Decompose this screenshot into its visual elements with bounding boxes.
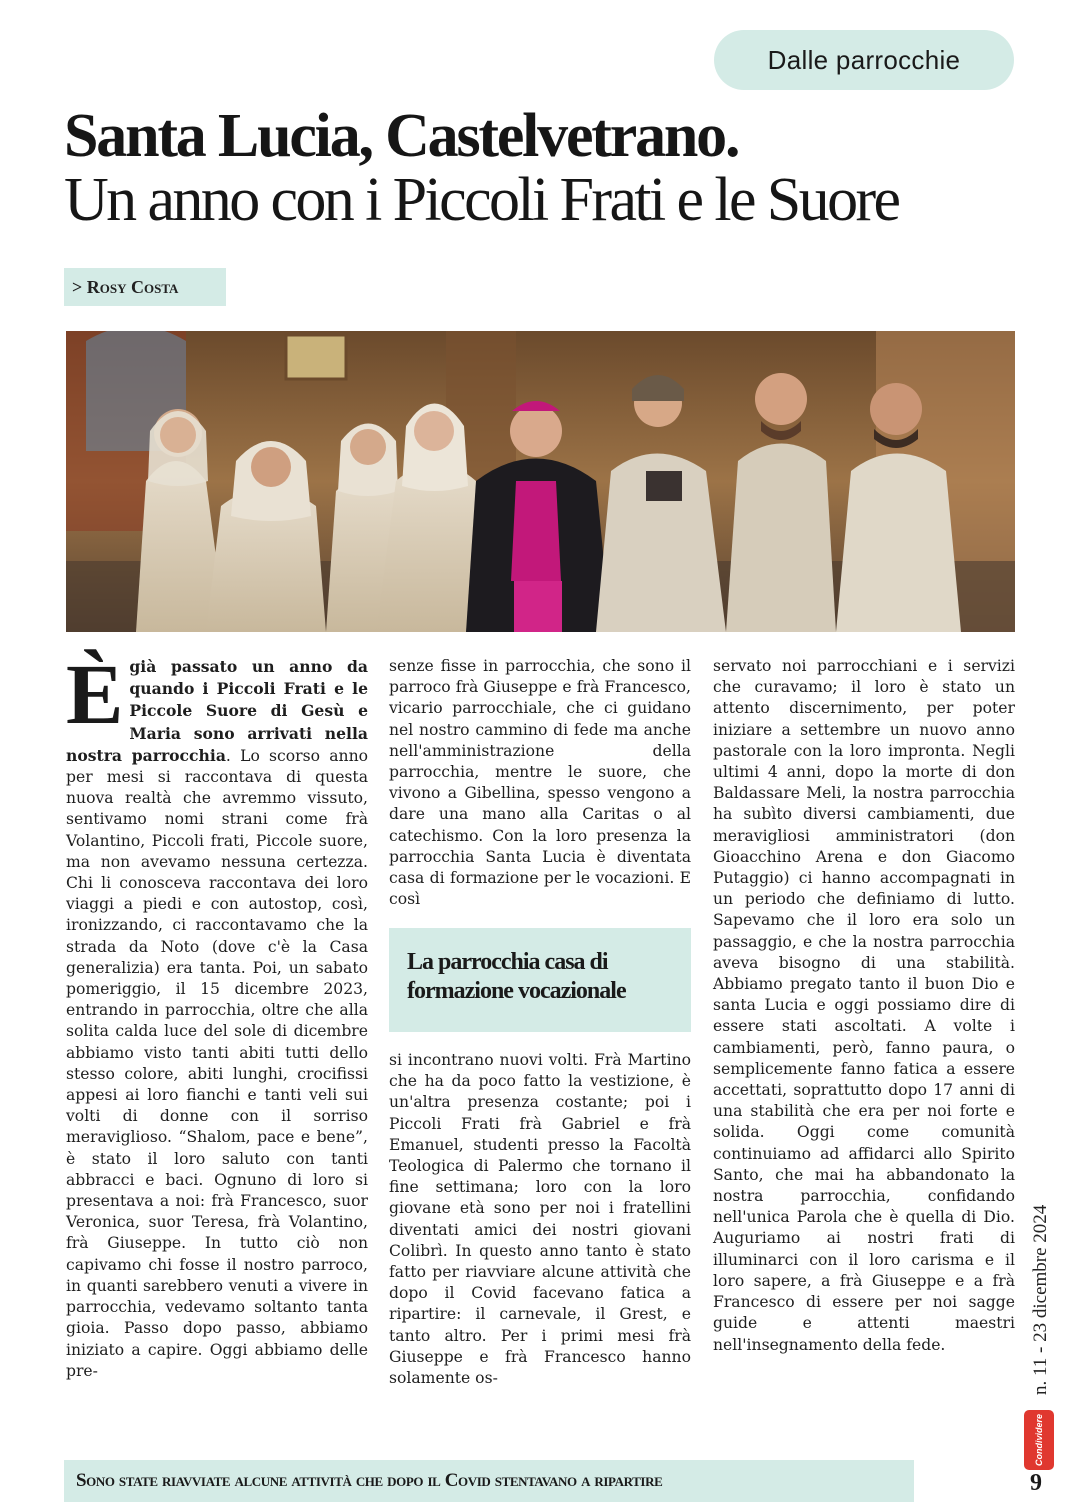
headline-line1: Santa Lucia, Castelvetrano. xyxy=(64,102,739,170)
article-column-3 xyxy=(713,656,1015,1356)
group-photo xyxy=(66,331,1015,632)
article-body-col2-top: senze fisse in parrocchia, che sono il parroco frà Giuseppe e frà Francesco, vicario parrocchiale, che ci guidano nel nostro cammino di fede ma anche nell'amministrazione della parrocchia, mentre le suore, che vivono a Gibellina, spesso vengono a dare una mano alla Caritas o al catechismo. Con la loro presenza la parrocchia Santa Lucia è diventata casa di formazione per le vocazioni. E così xyxy=(389,657,691,909)
headline xyxy=(64,104,1024,232)
page-number: 9 xyxy=(1030,1470,1042,1496)
magazine-logo xyxy=(1024,1410,1054,1470)
article-column-2-bottom xyxy=(389,1050,691,1389)
issue-date-vertical: n. 11 - 23 dicembre 2024 xyxy=(1030,1204,1051,1395)
article-body-col1: . Lo scorso anno per mesi si raccontava di questa nuova realtà che avremmo vissuto, sentivamo nomi strani come frà Volantino, Piccoli frati, Piccole suore, ma non avevamo nessuna certezza. Chi li conosceva raccontava dei loro viaggi a piedi e con autostop, così, ironizzando, ci raccontavamo che la strada da Noto (dove c'è la Casa generalizia) era tanta. Poi, un sabato pomeriggio, il 15 dicembre 2023, entrando in parrocchia, oltre che alla solita calda luce del sole di dicembre abbiamo visto tanti abiti tutti dello stesso colore, abiti lunghi, crocifissi appesi ai loro fianchi e tanti veli sui volti di donne con il sorriso meraviglioso. “Shalom, pace e bene”, è stato il loro saluto con tanti abbracci e baci. Ognuno di loro si presentava a noi: frà Francesco, suor Veronica, suor Teresa, frà Volantino, frà Giuseppe. In tutto ciò non capivamo chi fosse il nostro parroco, in quanti sarebbero venuti a vivere in parrocchia, vedevamo soltanto tanta gioia. Passo dopo passo, abbiamo iniziato a capire. Oggi abbiamo delle pre- xyxy=(66,746,368,1380)
article-column-2-top xyxy=(389,656,691,910)
article-lead: già passato un anno da quando i Piccoli Frati e le Piccole Suore di Gesù e Maria sono arrivati nella nostra parrocchia xyxy=(66,657,368,765)
headline-line2: Un anno con i Piccoli Frati e le Suore xyxy=(64,166,899,234)
article-column-1 xyxy=(66,646,368,1382)
article-body-col3: servato noi parrocchiani e i servizi che curavamo; il loro è stato un attento discernimento, per poter iniziare a settembre un nuovo anno pastorale con la loro impronta. Negli ultimi 4 anni, dopo la morte di don Baldassare Meli, la nostra parrocchia ha subìto diversi cambiamenti, due meravigliosi amministratori (don Gioacchino Arena e don Giacomo Putaggio) ci hanno accompagnati in un periodo che definiamo di lutto. Sapevamo che il loro era solo un passaggio, e che la nostra parrocchia aveva bisogno di una stabilità. Abbiamo pregato tanto il buon Dio e santa Lucia e oggi possiamo dire di essere stati ascoltati. A volte i cambiamenti, però, fanno paura, o semplicemente fanno fatica a essere accettati, soprattutto dopo 17 anni di una stabilità che era per noi forte e solida. Oggi come comunità continuiamo ad affidarci allo Spirito Santo, che mai ha abbandonato la nostra parrocchia, confidando nell'unica Parola che è quella di Dio. Auguriamo ai nostri frati di illuminarci con il loro carisma e il loro sapere, a frà Giuseppe e a frà Francesco di essere per noi sagge guide e attenti maestri nell'insegnamento della fede. xyxy=(713,657,1015,1354)
section-tag: Dalle parrocchie xyxy=(714,30,1014,90)
article-body-col2-bottom: si incontrano nuovi volti. Frà Martino che ha da poco fatto la vestizione, è un'altra presenza costante; poi i Piccoli Frati frà Gabriel e frà Emanuel, studenti presso la Facoltà Teologica di Palermo che tornano il fine settimana; loro con la loro giovane età sono per noi i fratellini diventati amici dei nostri giovani Colibrì. In questo anno tanto è stato fatto per riavviare alcune attività che dopo il Covid facevano fatica a ripartire: il carnevale, il Grest, e tanto altro. Per i primi mesi frà Giuseppe e frà Francesco hanno solamente os- xyxy=(389,1051,691,1388)
pull-quote-box: La parrocchia casa di formazione vocazionale xyxy=(389,928,691,1032)
footer-quote-band: Sono state riavviate alcune attività che dopo il Covid stentavano a ripartire xyxy=(64,1460,914,1502)
byline: > Rosy Costa xyxy=(64,268,226,306)
drop-cap: È xyxy=(66,646,124,742)
magazine-logo-text: Condividere xyxy=(1034,1413,1045,1467)
article-paragraph xyxy=(66,646,368,1382)
